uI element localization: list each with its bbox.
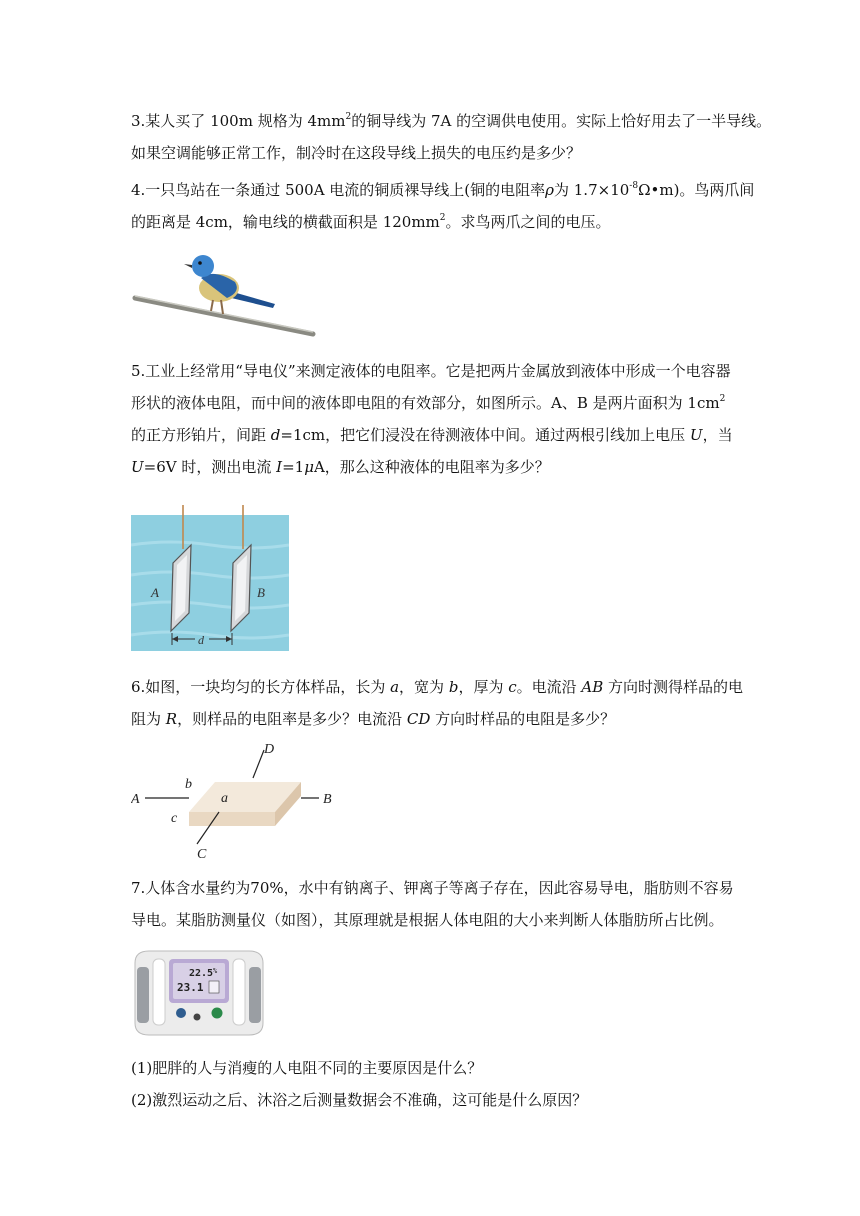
lead-d: [253, 750, 264, 778]
q4-line-2: 的距离是 4cm，输电线的横截面积是 $120mm^2$。求鸟两爪之间的电压。: [131, 213, 611, 231]
lcd-bottom-reading: 23.1: [177, 981, 204, 994]
plate-label-b: B: [257, 585, 265, 600]
dimension-label-c: c: [171, 811, 178, 826]
bird-on-wire-figure: [131, 248, 316, 342]
bird-icon: [184, 255, 275, 314]
meter-button-blue: [176, 1008, 186, 1018]
terminal-label-c: C: [197, 847, 207, 862]
meter-button-green: [212, 1008, 223, 1019]
question-6: [131, 671, 744, 735]
block-sample-figure: [131, 742, 341, 862]
conductivity-meter-figure: [131, 505, 289, 651]
power-wire: [135, 298, 313, 334]
q4-line-1: 4.一只鸟站在一条通过 500A 电流的铜质裸导线上(铜的电阻率ρ为 $1.7\times 10^{-8}\Omega•m$)。鸟两爪间: [131, 181, 755, 199]
terminal-label-b: B: [323, 792, 332, 807]
dimension-label-b: b: [185, 777, 192, 792]
lcd-percent: %: [213, 967, 218, 975]
q5-line-2: 形状的液体电阻，而中间的液体即电阻的有效部分，如图所示。A、B 是两片面积为 $1cm^2$: [131, 394, 726, 412]
block-front-face: [189, 812, 275, 826]
question-7: [131, 872, 734, 936]
q7-line-2: 导电。某脂肪测量仪（如图），其原理就是根据人体电阻的大小来判断人体脂肪所占比例。: [131, 911, 724, 929]
question-4: [131, 174, 755, 238]
meter-button-small: [194, 1014, 201, 1021]
q5-line-3: 的正方形铂片，间距 d=1cm，把它们浸没在待测液体中间。通过两根引线加上电压 U，当: [131, 426, 733, 444]
plate-label-a: A: [151, 585, 159, 600]
right-grip: [249, 967, 261, 1023]
q3-line-2: 如果空调能够正常工作，制冷时在这段导线上损失的电压约是多少？: [131, 144, 582, 162]
question-7-subquestions: [131, 1052, 731, 1116]
question-3: [131, 105, 772, 169]
q7-line-1: 7.人体含水量约为70%，水中有钠离子、钾离子等离子存在，因此容易导电，脂肪则不容易: [131, 879, 734, 897]
q5-line-1: 5.工业上经常用“导电仪”来测定液体的电阻率。它是把两片金属放到液体中形成一个电容器: [131, 362, 731, 380]
dimension-label-a: a: [221, 791, 228, 806]
terminal-label-a: A: [131, 792, 140, 807]
q6-line-2: 阻为 R，则样品的电阻率是多少？电流沿 CD 方向时样品的电阻是多少？: [131, 710, 616, 728]
left-grip: [137, 967, 149, 1023]
body-fat-meter-figure: [131, 945, 267, 1043]
lcd-top-reading: 22.5: [189, 968, 214, 979]
q6-line-1: 6.如图，一块均匀的长方体样品，长为 a，宽为 b，厚为 c。电流沿 AB 方向时测得样品的电: [131, 678, 744, 696]
q7-sub-2: (2)激烈运动之后、沐浴之后测量数据会不准确，这可能是什么原因？: [131, 1091, 588, 1109]
q7-sub-1: (1)肥胖的人与消瘦的人电阻不同的主要原因是什么？: [131, 1059, 483, 1077]
q5-line-4: U=6V 时，测出电流 I=1μA，那么这种液体的电阻率为多少？: [131, 458, 550, 476]
q3-line-1: 3.某人买了 100m 规格为 $4mm^2$的铜导线为 7A 的空调供电使用。实际上恰好用去了一半导线。: [131, 112, 772, 130]
distance-label-d: d: [198, 633, 204, 647]
question-5: [131, 355, 731, 483]
terminal-label-d: D: [264, 742, 275, 757]
liquid-background: [131, 515, 289, 651]
